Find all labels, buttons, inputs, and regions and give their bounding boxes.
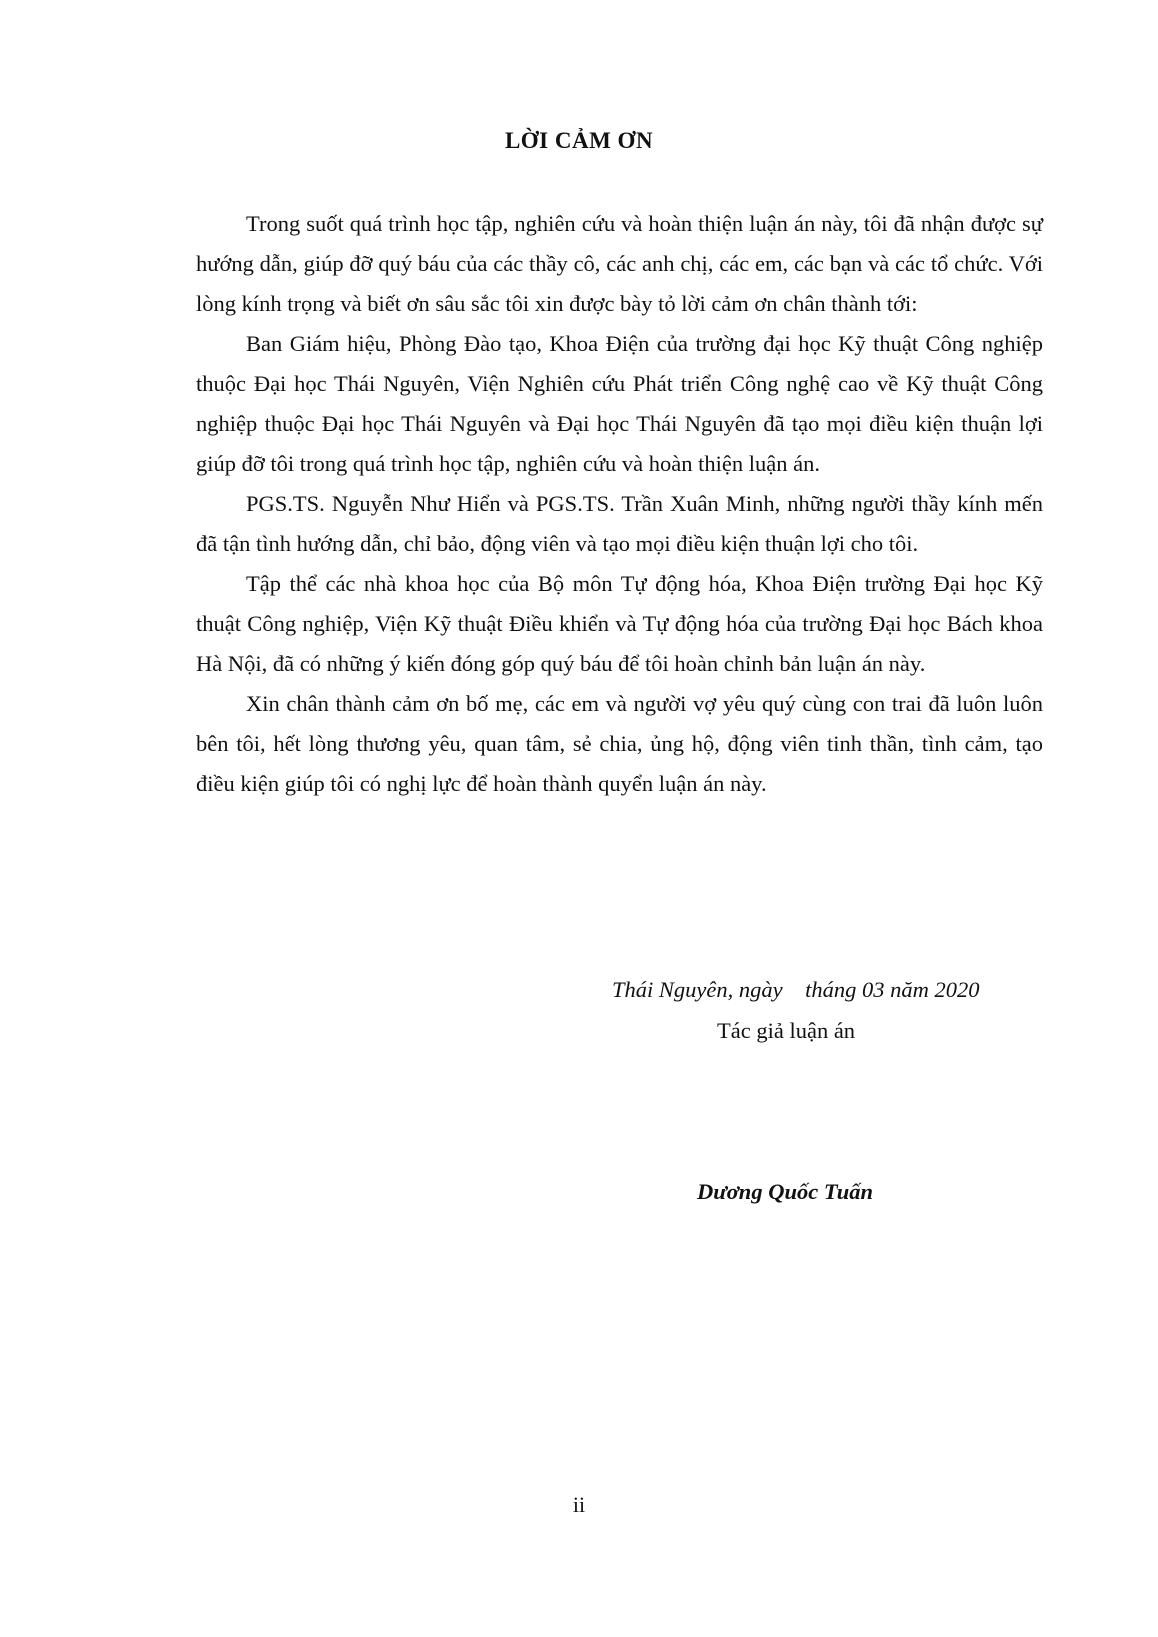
paragraph-intro: Trong suốt quá trình học tập, nghiên cứu và hoàn thiện luận án này, tôi đã nhận được sự hướng dẫn, giúp đỡ quý báu của các thầy cô, các anh chị, các em, các bạn và các tổ chức. Với lòng kính trọng và biết ơn sâu sắc tôi xin được bày tỏ lời cảm ơn chân thành tới:: [196, 211, 1043, 316]
paragraph-scientists: Tập thể các nhà khoa học của Bộ môn Tự động hóa, Khoa Điện trường Đại học Kỹ thuật Công nghiệp, Viện Kỹ thuật Điều khiển và Tự động hóa của trường Đại học Bách khoa Hà Nội, đã có những ý kiến đóng góp quý báu để tôi hoàn chỉnh bản luận án này.: [196, 571, 1043, 676]
paragraph-supervisors: PGS.TS. Nguyễn Như Hiển và PGS.TS. Trần Xuân Minh, những người thầy kính mến đã tận tình hướng dẫn, chỉ bảo, động viên và tạo mọi điều kiện thuận lợi cho tôi.: [196, 491, 1043, 556]
page-title: LỜI CẢM ƠN: [504, 128, 654, 153]
page-number: ii: [572, 1492, 586, 1517]
signature-name: Dương Quốc Tuấn: [697, 1179, 874, 1204]
paragraph-university: Ban Giám hiệu, Phòng Đào tạo, Khoa Điện của trường đại học Kỹ thuật Công nghiệp thuộc Đại học Thái Nguyên, Viện Nghiên cứu Phát triển Công nghệ cao về Kỹ thuật Công nghiệp thuộc Đại học Thái Nguyên và Đại học Thái Nguyên đã tạo mọi điều kiện thuận lợi giúp đỡ tôi trong quá trình học tập, nghiên cứu và hoàn thiện luận án.: [196, 331, 1043, 476]
signature-place-date: Thái Nguyên, ngày tháng 03 năm 2020: [612, 977, 980, 1002]
signature-role: Tác giả luận án: [717, 1018, 856, 1043]
paragraph-family: Xin chân thành cảm ơn bố mẹ, các em và người vợ yêu quý cùng con trai đã luôn luôn bên tôi, hết lòng thương yêu, quan tâm, sẻ chia, ủng hộ, động viên tinh thần, tình cảm, tạo điều kiện giúp tôi có nghị lực để hoàn thành quyển luận án này.: [196, 691, 1043, 796]
acknowledgement-body: [196, 204, 1043, 804]
